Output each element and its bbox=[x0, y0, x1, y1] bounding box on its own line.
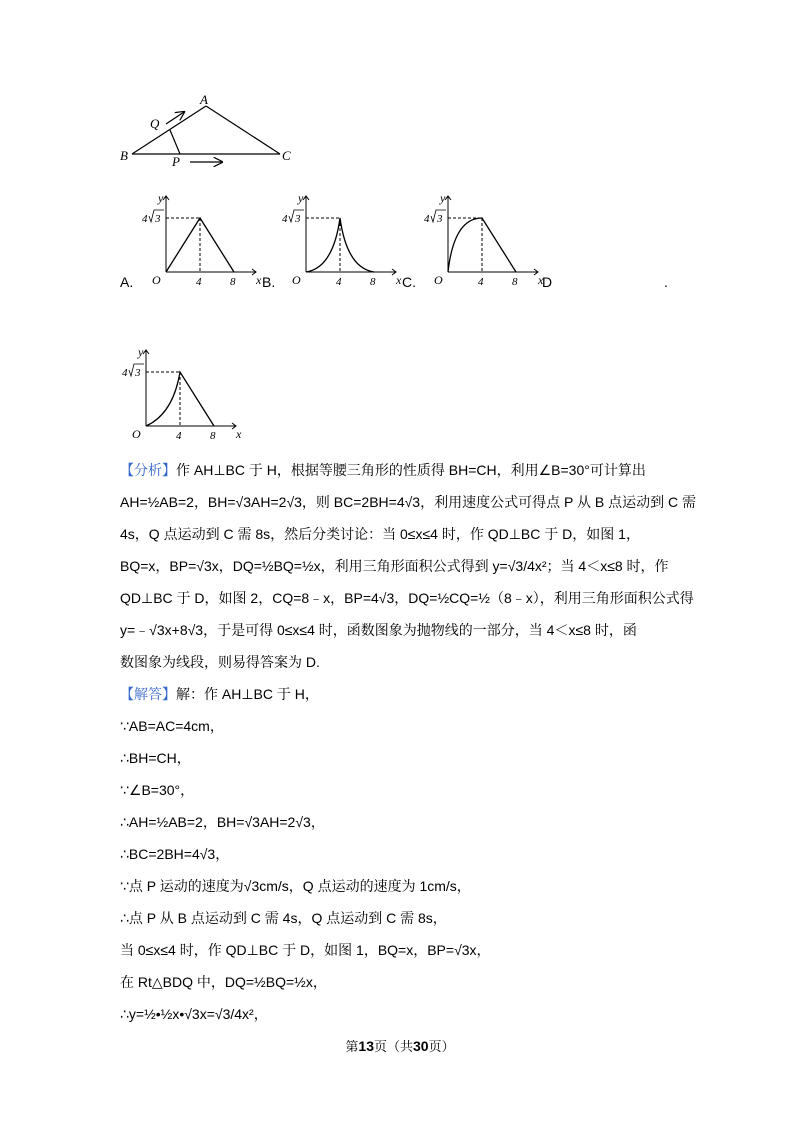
option-a-label: A. bbox=[120, 274, 134, 290]
x-tick-4: 4 bbox=[176, 430, 182, 442]
analysis-line-3: 4s，Q 点运动到 C 需 8s，然后分类讨论：当 0≤x≤4 时，作 QD⊥BC 于 D，如图 1， bbox=[120, 526, 640, 542]
label-p: P bbox=[172, 154, 180, 168]
analysis-line-7: 数图象为线段，则易得答案为 D. bbox=[120, 654, 320, 670]
x-label: x bbox=[256, 273, 262, 287]
analysis-line-1: 【分析】作 AH⊥BC 于 H，根据等腰三角形的性质得 BH=CH，利用∠B=30°可计算出 bbox=[120, 462, 646, 478]
analysis-section bbox=[120, 454, 696, 678]
y-label: y bbox=[440, 191, 446, 205]
y-tick-coef: 4 bbox=[282, 213, 288, 225]
origin-label: O bbox=[152, 273, 161, 287]
analysis-line-2: AH=½AB=2，BH=√3AH=2√3，则 BC=2BH=4√3，利用速度公式可得点 P 从 B 点运动到 C 需 bbox=[120, 494, 696, 510]
option-c-label: C. bbox=[402, 274, 416, 290]
y-label: y bbox=[158, 191, 164, 205]
origin-label: O bbox=[434, 273, 443, 287]
y-tick-root: 3 bbox=[135, 367, 141, 379]
solution-line-5: ∴BC=2BH=4√3， bbox=[120, 846, 230, 862]
solution-line-6: ∵点 P 运动的速度为√3cm/s，Q 点运动的速度为 1cm/s， bbox=[120, 878, 471, 894]
solution-tag: 【解答】 bbox=[120, 686, 176, 702]
origin-label: O bbox=[132, 427, 141, 441]
side-ac bbox=[206, 106, 280, 154]
total-pages: 30 bbox=[413, 1038, 429, 1054]
y-tick-coef: 4 bbox=[122, 367, 128, 379]
option-d-label: D bbox=[542, 274, 553, 290]
x-tick-8: 8 bbox=[512, 276, 518, 288]
solution-line-2: ∴BH=CH， bbox=[120, 750, 191, 766]
solution-line-3: ∵∠B=30°， bbox=[120, 782, 195, 798]
label-b: B bbox=[120, 148, 128, 163]
y-label: y bbox=[298, 191, 304, 205]
origin-label: O bbox=[292, 273, 301, 287]
x-label: x bbox=[236, 427, 242, 441]
x-tick-4: 4 bbox=[196, 276, 202, 288]
graph-b bbox=[278, 188, 408, 288]
graph-c bbox=[420, 188, 553, 290]
x-label: x bbox=[396, 273, 402, 287]
option-tail-dot: . bbox=[664, 274, 668, 290]
graph-a bbox=[138, 188, 268, 288]
solution-line-1: ∵AB=AC=4cm， bbox=[120, 718, 224, 734]
x-tick-8: 8 bbox=[370, 276, 376, 288]
solution-line-10: ∴y=½•½x•√3x=√3/4x²， bbox=[120, 1006, 268, 1022]
label-a: A bbox=[200, 92, 208, 107]
y-tick-root: 3 bbox=[155, 213, 161, 225]
label-q: Q bbox=[150, 116, 160, 131]
solution-line-4: ∴AH=½AB=2，BH=√3AH=2√3， bbox=[120, 814, 325, 830]
solution-line-8: 当 0≤x≤4 时，作 QD⊥BC 于 D，如图 1，BQ=x，BP=√3x， bbox=[120, 942, 491, 958]
triangle-figure bbox=[110, 88, 310, 168]
x-tick-4: 4 bbox=[336, 276, 342, 288]
x-label: x bbox=[538, 273, 544, 287]
solution-line-intro: 【解答】解：作 AH⊥BC 于 H， bbox=[120, 686, 319, 702]
graph-d bbox=[118, 342, 248, 442]
side-ab bbox=[132, 106, 206, 154]
x-tick-8: 8 bbox=[210, 430, 216, 442]
solution-line-7: ∴点 P 从 B 点运动到 C 需 4s，Q 点运动到 C 需 8s， bbox=[120, 910, 447, 926]
analysis-line-5: QD⊥BC 于 D，如图 2，CQ=8﹣x，BP=4√3，DQ=½CQ=½（8﹣x），利用三角形面积公式得 bbox=[120, 590, 694, 606]
current-page: 13 bbox=[358, 1038, 374, 1054]
y-tick-coef: 4 bbox=[142, 213, 148, 225]
x-tick-4: 4 bbox=[478, 276, 484, 288]
y-tick-root: 3 bbox=[437, 213, 443, 225]
analysis-tag: 【分析】 bbox=[120, 462, 176, 478]
option-b-label: B. bbox=[262, 274, 276, 290]
page-footer: 第13页（共30页） bbox=[345, 1038, 455, 1054]
label-c: C bbox=[282, 148, 291, 163]
solution-line-9: 在 Rt△BDQ 中，DQ=½BQ=½x， bbox=[120, 974, 327, 990]
x-tick-8: 8 bbox=[230, 276, 236, 288]
solution-section bbox=[120, 678, 690, 1030]
y-label: y bbox=[138, 345, 144, 359]
segment-qp bbox=[170, 130, 180, 154]
analysis-line-6: y=﹣√3x+8√3，于是可得 0≤x≤4 时，函数图象为抛物线的一部分，当 4＜x≤8 时，函 bbox=[120, 622, 637, 638]
y-tick-coef: 4 bbox=[424, 213, 430, 225]
analysis-line-4: BQ=x，BP=√3x，DQ=½BQ=½x，利用三角形面积公式得到 y=√3/4x²；当 4＜x≤8 时，作 bbox=[120, 558, 669, 574]
y-tick-root: 3 bbox=[295, 213, 301, 225]
